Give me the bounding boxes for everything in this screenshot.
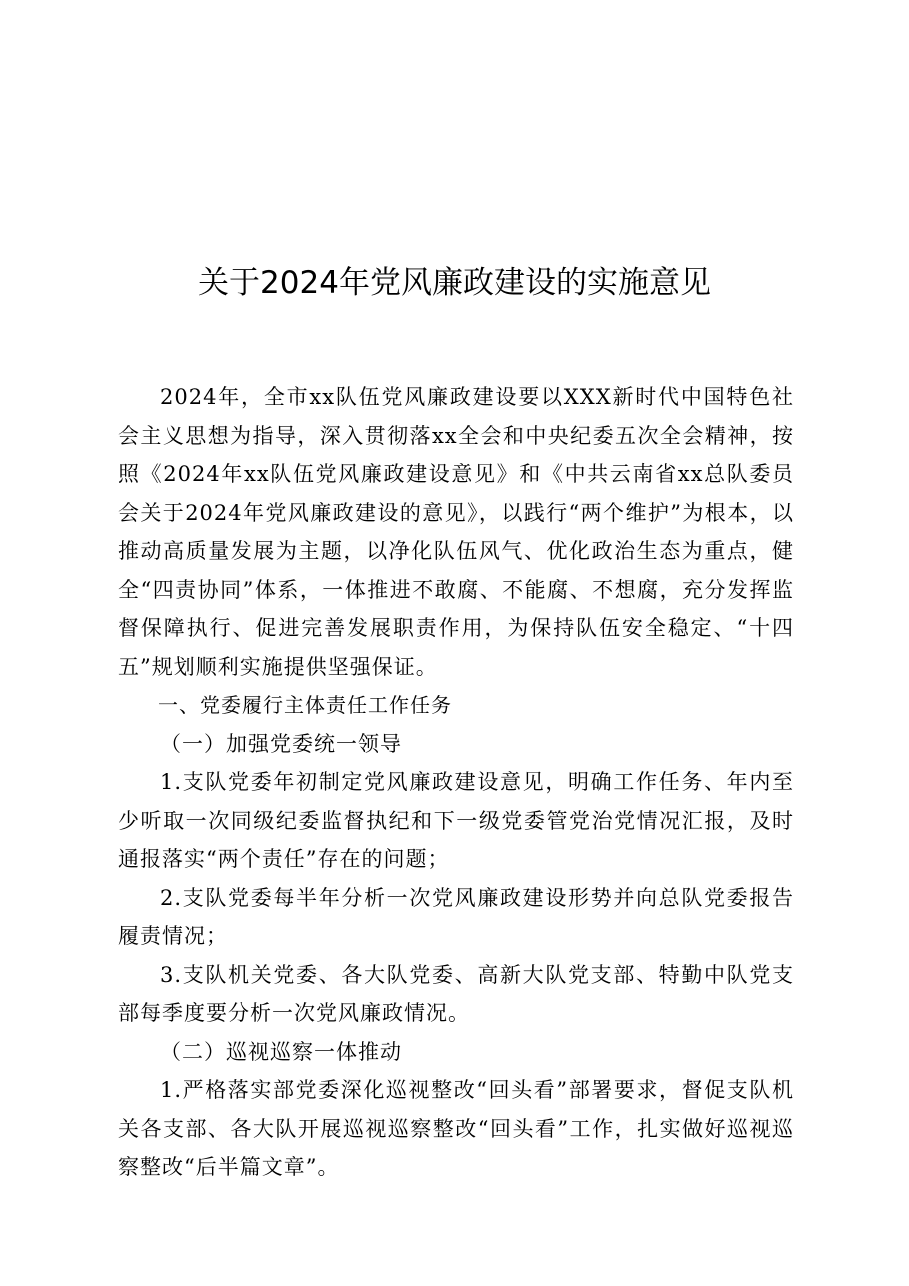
intro-paragraph: 2024年，全市xx队伍党风廉政建设要以XXX新时代中国特色社会主义思想为指导，深入贯彻落xx全会和中央纪委五次全会精神，按照《2024年xx队伍党风廉政建设意见》和《中共云南省xx总队委员会关于2024年党风廉政建设的意见》，以践行“两个维护”为根本，以推动高质量发展为主题，以净化队伍风气、优化政治生态为重点，健全“四责协同”体系，一体推进不敢腐、不能腐、不想腐，充分发挥监督保障执行、促进完善发展职责作用，为保持队伍安全稳定、“十四五”规划顺利实施提供坚强保证。 [118, 385, 794, 679]
list-item: 1.支队党委年初制定党风廉政建设意见，明确工作任务、年内至少听取一次同级纪委监督执纪和下一级党委管党治党情况汇报，及时通报落实“两个责任”存在的问题； [118, 770, 794, 871]
list-item: 2.支队党委每半年分析一次党风廉政建设形势并向总队党委报告履责情况； [118, 885, 794, 948]
list-item: 1.严格落实部党委深化巡视整改“回头看”部署要求，督促支队机关各支部、各大队开展巡视巡察整改“回头看”工作，扎实做好巡视巡察整改“后半篇文章”。 [118, 1078, 794, 1179]
list-item: 3.支队机关党委、各大队党委、高新大队党支部、特勤中队党支部每季度要分析一次党风廉政情况。 [118, 962, 794, 1025]
document-title: 关于2024年党风廉政建设的实施意见 [198, 265, 711, 301]
subsection-heading: （一）加强党委统一领导 [160, 731, 402, 756]
section-heading: 一、党委履行主体责任工作任务 [158, 693, 452, 717]
subsection-heading: （二）巡视巡察一体推动 [160, 1039, 402, 1064]
document-body [118, 378, 794, 1187]
